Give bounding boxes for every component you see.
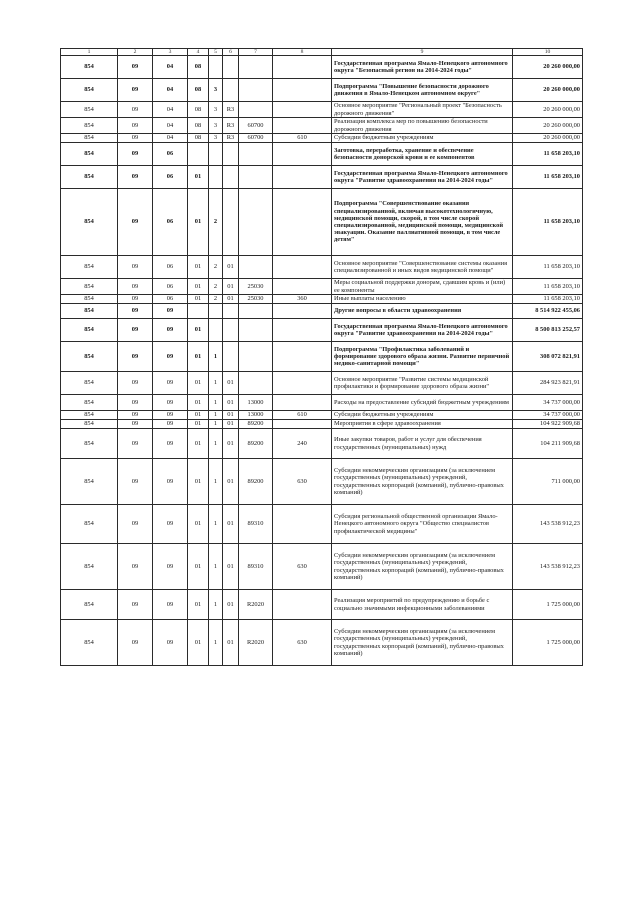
cell-name: Расходы на предоставление субсидий бюджетным учреждениям <box>332 395 513 411</box>
cell-program: 01 <box>188 166 209 189</box>
cell-expense-type <box>273 319 332 342</box>
cell-section: 09 <box>118 166 153 189</box>
table-row <box>61 134 583 143</box>
cell-admin-code: 854 <box>61 620 118 666</box>
cell-admin-code: 854 <box>61 143 118 166</box>
cell-main-activity <box>223 166 239 189</box>
cell-subsection: 04 <box>153 102 188 118</box>
cell-admin-code: 854 <box>61 118 118 134</box>
cell-program: 08 <box>188 118 209 134</box>
table-row <box>61 102 583 118</box>
table-row <box>61 372 583 395</box>
cell-section: 09 <box>118 256 153 279</box>
cell-amount: 11 658 203,10 <box>513 143 583 166</box>
cell-amount: 34 737 000,00 <box>513 411 583 420</box>
cell-admin-code: 854 <box>61 189 118 256</box>
cell-section: 09 <box>118 342 153 372</box>
cell-subprogram <box>209 56 223 79</box>
cell-subsection: 04 <box>153 118 188 134</box>
cell-program: 01 <box>188 319 209 342</box>
cell-admin-code: 854 <box>61 304 118 319</box>
cell-name: Подпрограмма "Совершенствование оказания специализированной, включая высокотехнологичную, медицинской помощи, скорой, в том числе скорой специализированной, медицинской помощи, медицинской эвакуации. Оказание паллиативной помощи, в том числе детям" <box>332 189 513 256</box>
column-number: 8 <box>273 49 332 56</box>
cell-direction <box>239 189 273 256</box>
cell-direction: 13000 <box>239 395 273 411</box>
cell-expense-type <box>273 342 332 372</box>
cell-main-activity <box>223 304 239 319</box>
table-row <box>61 79 583 102</box>
cell-program: 01 <box>188 279 209 295</box>
cell-name: Субсидии бюджетным учреждениям <box>332 134 513 143</box>
cell-main-activity: 01 <box>223 544 239 590</box>
cell-name: Государственная программа Ямало-Ненецкого автономного округа "Развитие здравоохранения на 2014-2024 годы" <box>332 319 513 342</box>
cell-direction: R2020 <box>239 590 273 620</box>
cell-main-activity: 01 <box>223 395 239 411</box>
cell-expense-type <box>273 102 332 118</box>
cell-amount: 104 211 909,68 <box>513 429 583 459</box>
cell-admin-code: 854 <box>61 429 118 459</box>
cell-subprogram: 1 <box>209 505 223 544</box>
cell-amount: 11 658 203,10 <box>513 166 583 189</box>
table-row <box>61 319 583 342</box>
column-number: 9 <box>332 49 513 56</box>
cell-subprogram: 3 <box>209 102 223 118</box>
column-number: 10 <box>513 49 583 56</box>
cell-admin-code: 854 <box>61 420 118 429</box>
column-number: 5 <box>209 49 223 56</box>
cell-main-activity <box>223 56 239 79</box>
cell-section: 09 <box>118 395 153 411</box>
cell-expense-type <box>273 395 332 411</box>
cell-program: 01 <box>188 189 209 256</box>
column-number: 7 <box>239 49 273 56</box>
table-row <box>61 544 583 590</box>
cell-program: 01 <box>188 256 209 279</box>
cell-program: 01 <box>188 420 209 429</box>
cell-main-activity <box>223 342 239 372</box>
cell-name: Мероприятия в сфере здравоохранения <box>332 420 513 429</box>
cell-section: 09 <box>118 304 153 319</box>
cell-subsection: 09 <box>153 505 188 544</box>
cell-section: 09 <box>118 544 153 590</box>
cell-expense-type <box>273 189 332 256</box>
budget-table <box>60 48 583 666</box>
cell-amount: 20 260 000,00 <box>513 79 583 102</box>
cell-program: 01 <box>188 429 209 459</box>
cell-direction: 13000 <box>239 411 273 420</box>
cell-name: Другие вопросы в области здравоохранения <box>332 304 513 319</box>
cell-main-activity: 01 <box>223 459 239 505</box>
cell-main-activity: 01 <box>223 279 239 295</box>
cell-subsection: 06 <box>153 189 188 256</box>
cell-amount: 11 658 203,10 <box>513 256 583 279</box>
cell-direction <box>239 166 273 189</box>
cell-admin-code: 854 <box>61 166 118 189</box>
cell-subsection: 09 <box>153 395 188 411</box>
cell-expense-type <box>273 590 332 620</box>
cell-admin-code: 854 <box>61 372 118 395</box>
cell-admin-code: 854 <box>61 505 118 544</box>
cell-subprogram: 1 <box>209 395 223 411</box>
table-row <box>61 590 583 620</box>
cell-admin-code: 854 <box>61 134 118 143</box>
cell-admin-code: 854 <box>61 319 118 342</box>
cell-admin-code: 854 <box>61 342 118 372</box>
cell-subprogram: 1 <box>209 429 223 459</box>
cell-program <box>188 304 209 319</box>
cell-main-activity: 01 <box>223 620 239 666</box>
cell-program: 08 <box>188 102 209 118</box>
cell-direction <box>239 256 273 279</box>
cell-admin-code: 854 <box>61 279 118 295</box>
cell-subprogram: 1 <box>209 544 223 590</box>
cell-direction <box>239 102 273 118</box>
cell-subsection: 09 <box>153 342 188 372</box>
cell-amount: 308 072 821,91 <box>513 342 583 372</box>
cell-main-activity: 01 <box>223 256 239 279</box>
cell-section: 09 <box>118 429 153 459</box>
cell-admin-code: 854 <box>61 544 118 590</box>
table-row <box>61 505 583 544</box>
cell-direction <box>239 342 273 372</box>
cell-subsection: 09 <box>153 319 188 342</box>
table-row <box>61 620 583 666</box>
cell-direction <box>239 56 273 79</box>
cell-main-activity: 01 <box>223 372 239 395</box>
cell-admin-code: 854 <box>61 79 118 102</box>
cell-section: 09 <box>118 620 153 666</box>
cell-subsection: 09 <box>153 372 188 395</box>
cell-amount: 20 260 000,00 <box>513 118 583 134</box>
cell-section: 09 <box>118 420 153 429</box>
cell-name: Заготовка, переработка, хранение и обеспечение безопасности донорской крови и ее компонентов <box>332 143 513 166</box>
cell-amount: 1 725 000,00 <box>513 590 583 620</box>
cell-direction: 89200 <box>239 420 273 429</box>
cell-program: 01 <box>188 505 209 544</box>
cell-program: 01 <box>188 620 209 666</box>
cell-subprogram: 2 <box>209 189 223 256</box>
table-row <box>61 189 583 256</box>
cell-admin-code: 854 <box>61 56 118 79</box>
cell-subsection: 09 <box>153 429 188 459</box>
cell-direction: 89310 <box>239 505 273 544</box>
cell-program: 01 <box>188 544 209 590</box>
cell-direction <box>239 319 273 342</box>
cell-expense-type: 630 <box>273 544 332 590</box>
cell-expense-type <box>273 304 332 319</box>
cell-main-activity: R3 <box>223 134 239 143</box>
cell-program: 08 <box>188 56 209 79</box>
cell-section: 09 <box>118 459 153 505</box>
column-number: 2 <box>118 49 153 56</box>
cell-program: 01 <box>188 459 209 505</box>
cell-subsection: 09 <box>153 459 188 505</box>
cell-expense-type <box>273 256 332 279</box>
table-row <box>61 459 583 505</box>
cell-section: 09 <box>118 189 153 256</box>
cell-subsection: 06 <box>153 166 188 189</box>
cell-amount: 20 260 000,00 <box>513 134 583 143</box>
cell-name: Основное мероприятие "Развитие системы медицинской профилактики и формирование здорового образа жизни" <box>332 372 513 395</box>
cell-subprogram <box>209 166 223 189</box>
cell-subprogram: 1 <box>209 420 223 429</box>
cell-subprogram: 3 <box>209 134 223 143</box>
cell-main-activity <box>223 143 239 166</box>
cell-direction: 89200 <box>239 429 273 459</box>
cell-amount: 20 260 000,00 <box>513 56 583 79</box>
table-body <box>61 49 583 666</box>
budget-sheet <box>60 48 582 666</box>
cell-name: Меры социальной поддержки донорам, сдавшим кровь и (или) ее компоненты <box>332 279 513 295</box>
cell-name: Основное мероприятие "Совершенствование системы оказания специализированной и иных видов медицинской помощи" <box>332 256 513 279</box>
cell-expense-type: 240 <box>273 429 332 459</box>
cell-program: 01 <box>188 342 209 372</box>
cell-main-activity <box>223 319 239 342</box>
cell-expense-type: 630 <box>273 620 332 666</box>
cell-section: 09 <box>118 319 153 342</box>
cell-section: 09 <box>118 143 153 166</box>
cell-subsection: 09 <box>153 304 188 319</box>
cell-subprogram: 1 <box>209 590 223 620</box>
cell-main-activity: 01 <box>223 420 239 429</box>
cell-name: Реализация комплекса мер по повышению безопасности дорожного движения <box>332 118 513 134</box>
cell-amount: 20 260 000,00 <box>513 102 583 118</box>
cell-subsection: 06 <box>153 143 188 166</box>
table-row <box>61 411 583 420</box>
cell-subsection: 04 <box>153 56 188 79</box>
cell-expense-type <box>273 56 332 79</box>
cell-direction <box>239 79 273 102</box>
cell-name: Подпрограмма "Профилактика заболеваний и формирование здорового образа жизни. Развитие первичной медико-санитарной помощи" <box>332 342 513 372</box>
table-row <box>61 304 583 319</box>
cell-subprogram: 1 <box>209 342 223 372</box>
cell-amount: 1 725 000,00 <box>513 620 583 666</box>
cell-main-activity <box>223 79 239 102</box>
cell-program: 01 <box>188 295 209 304</box>
cell-main-activity: 01 <box>223 590 239 620</box>
cell-name: Основное мероприятие "Региональный проект "Безопасность дорожного движения" <box>332 102 513 118</box>
cell-admin-code: 854 <box>61 590 118 620</box>
cell-section: 09 <box>118 134 153 143</box>
cell-amount: 8 500 813 252,57 <box>513 319 583 342</box>
cell-section: 09 <box>118 279 153 295</box>
cell-subprogram <box>209 304 223 319</box>
cell-admin-code: 854 <box>61 295 118 304</box>
cell-expense-type <box>273 372 332 395</box>
cell-expense-type <box>273 118 332 134</box>
cell-direction <box>239 304 273 319</box>
table-row <box>61 166 583 189</box>
cell-subsection: 04 <box>153 134 188 143</box>
cell-subprogram: 3 <box>209 118 223 134</box>
table-row <box>61 342 583 372</box>
cell-direction: R2020 <box>239 620 273 666</box>
cell-subsection: 09 <box>153 420 188 429</box>
cell-amount: 143 538 912,23 <box>513 505 583 544</box>
cell-main-activity: R3 <box>223 102 239 118</box>
cell-admin-code: 854 <box>61 459 118 505</box>
cell-name: Реализация мероприятий по предупреждению и борьбе с социально значимыми инфекционными заболеваниями <box>332 590 513 620</box>
cell-direction <box>239 372 273 395</box>
cell-expense-type: 610 <box>273 411 332 420</box>
column-number: 1 <box>61 49 118 56</box>
cell-amount: 11 658 203,10 <box>513 279 583 295</box>
table-row <box>61 279 583 295</box>
cell-expense-type <box>273 279 332 295</box>
cell-expense-type: 630 <box>273 459 332 505</box>
table-row <box>61 143 583 166</box>
cell-name: Государственная программа Ямало-Ненецкого автономного округа "Развитие здравоохранения на 2014-2024 годы" <box>332 166 513 189</box>
cell-subprogram <box>209 143 223 166</box>
cell-subsection: 09 <box>153 411 188 420</box>
cell-admin-code: 854 <box>61 102 118 118</box>
table-row <box>61 429 583 459</box>
cell-amount: 143 538 912,23 <box>513 544 583 590</box>
cell-subprogram: 1 <box>209 372 223 395</box>
cell-main-activity: 01 <box>223 411 239 420</box>
cell-direction: 60700 <box>239 134 273 143</box>
cell-program: 01 <box>188 411 209 420</box>
cell-expense-type <box>273 166 332 189</box>
cell-subprogram: 1 <box>209 459 223 505</box>
cell-expense-type <box>273 79 332 102</box>
cell-program <box>188 143 209 166</box>
cell-subsection: 09 <box>153 590 188 620</box>
table-row <box>61 256 583 279</box>
cell-name: Подпрограмма "Повышение безопасности дорожного движения в Ямало-Ненецком автономном округе" <box>332 79 513 102</box>
cell-program: 01 <box>188 395 209 411</box>
cell-main-activity: 01 <box>223 295 239 304</box>
cell-section: 09 <box>118 411 153 420</box>
table-row <box>61 295 583 304</box>
cell-section: 09 <box>118 372 153 395</box>
cell-amount: 284 923 821,91 <box>513 372 583 395</box>
table-row <box>61 118 583 134</box>
cell-subsection: 06 <box>153 279 188 295</box>
cell-name: Субсидии некоммерческим организациям (за исключением государственных (муниципальных) учреждений, государственных корпораций (компаний), публично-правовых компаний) <box>332 459 513 505</box>
cell-subprogram: 2 <box>209 279 223 295</box>
cell-direction: 25030 <box>239 295 273 304</box>
cell-expense-type: 360 <box>273 295 332 304</box>
cell-main-activity: 01 <box>223 429 239 459</box>
cell-subsection: 04 <box>153 79 188 102</box>
cell-section: 09 <box>118 505 153 544</box>
cell-subprogram: 2 <box>209 295 223 304</box>
column-number: 4 <box>188 49 209 56</box>
table-row <box>61 395 583 411</box>
column-number-row <box>61 49 583 56</box>
column-number: 3 <box>153 49 188 56</box>
cell-admin-code: 854 <box>61 395 118 411</box>
cell-name: Иные выплаты населению <box>332 295 513 304</box>
table-row <box>61 420 583 429</box>
cell-subprogram: 1 <box>209 411 223 420</box>
cell-subprogram <box>209 319 223 342</box>
cell-subsection: 06 <box>153 295 188 304</box>
cell-name: Субсидии некоммерческим организациям (за исключением государственных (муниципальных) учреждений, государственных корпораций (компаний), публично-правовых компаний) <box>332 620 513 666</box>
cell-amount: 34 737 000,00 <box>513 395 583 411</box>
cell-main-activity: 01 <box>223 505 239 544</box>
cell-admin-code: 854 <box>61 411 118 420</box>
cell-main-activity: R3 <box>223 118 239 134</box>
cell-program: 08 <box>188 134 209 143</box>
cell-amount: 8 514 922 455,06 <box>513 304 583 319</box>
table-row <box>61 56 583 79</box>
cell-expense-type <box>273 143 332 166</box>
cell-amount: 11 658 203,10 <box>513 295 583 304</box>
column-number: 6 <box>223 49 239 56</box>
cell-admin-code: 854 <box>61 256 118 279</box>
cell-expense-type: 610 <box>273 134 332 143</box>
cell-program: 08 <box>188 79 209 102</box>
cell-section: 09 <box>118 56 153 79</box>
cell-section: 09 <box>118 118 153 134</box>
cell-section: 09 <box>118 590 153 620</box>
cell-subsection: 09 <box>153 620 188 666</box>
cell-direction: 89200 <box>239 459 273 505</box>
cell-amount: 11 658 203,10 <box>513 189 583 256</box>
cell-amount: 104 922 909,68 <box>513 420 583 429</box>
cell-name: Субсидии бюджетным учреждениям <box>332 411 513 420</box>
cell-amount: 711 000,00 <box>513 459 583 505</box>
cell-name: Иные закупки товаров, работ и услуг для обеспечения государственных (муниципальных) нужд <box>332 429 513 459</box>
cell-direction: 89310 <box>239 544 273 590</box>
cell-name: Субсидии некоммерческим организациям (за исключением государственных (муниципальных) учреждений, государственных корпораций (компаний), публично-правовых компаний) <box>332 544 513 590</box>
cell-section: 09 <box>118 102 153 118</box>
cell-section: 09 <box>118 79 153 102</box>
cell-subprogram: 2 <box>209 256 223 279</box>
cell-subsection: 09 <box>153 544 188 590</box>
cell-expense-type <box>273 505 332 544</box>
cell-program: 01 <box>188 372 209 395</box>
cell-name: Субсидия региональной общественной организации Ямало-Ненецкого автономного округа "Общество специалистов профилактической медицины" <box>332 505 513 544</box>
cell-direction <box>239 143 273 166</box>
cell-subprogram: 3 <box>209 79 223 102</box>
cell-subsection: 06 <box>153 256 188 279</box>
cell-expense-type <box>273 420 332 429</box>
cell-main-activity <box>223 189 239 256</box>
cell-program: 01 <box>188 590 209 620</box>
cell-direction: 60700 <box>239 118 273 134</box>
cell-section: 09 <box>118 295 153 304</box>
cell-direction: 25030 <box>239 279 273 295</box>
cell-subprogram: 1 <box>209 620 223 666</box>
cell-name: Государственная программа Ямало-Ненецкого автономного округа "Безопасный регион на 2014-2024 годы" <box>332 56 513 79</box>
